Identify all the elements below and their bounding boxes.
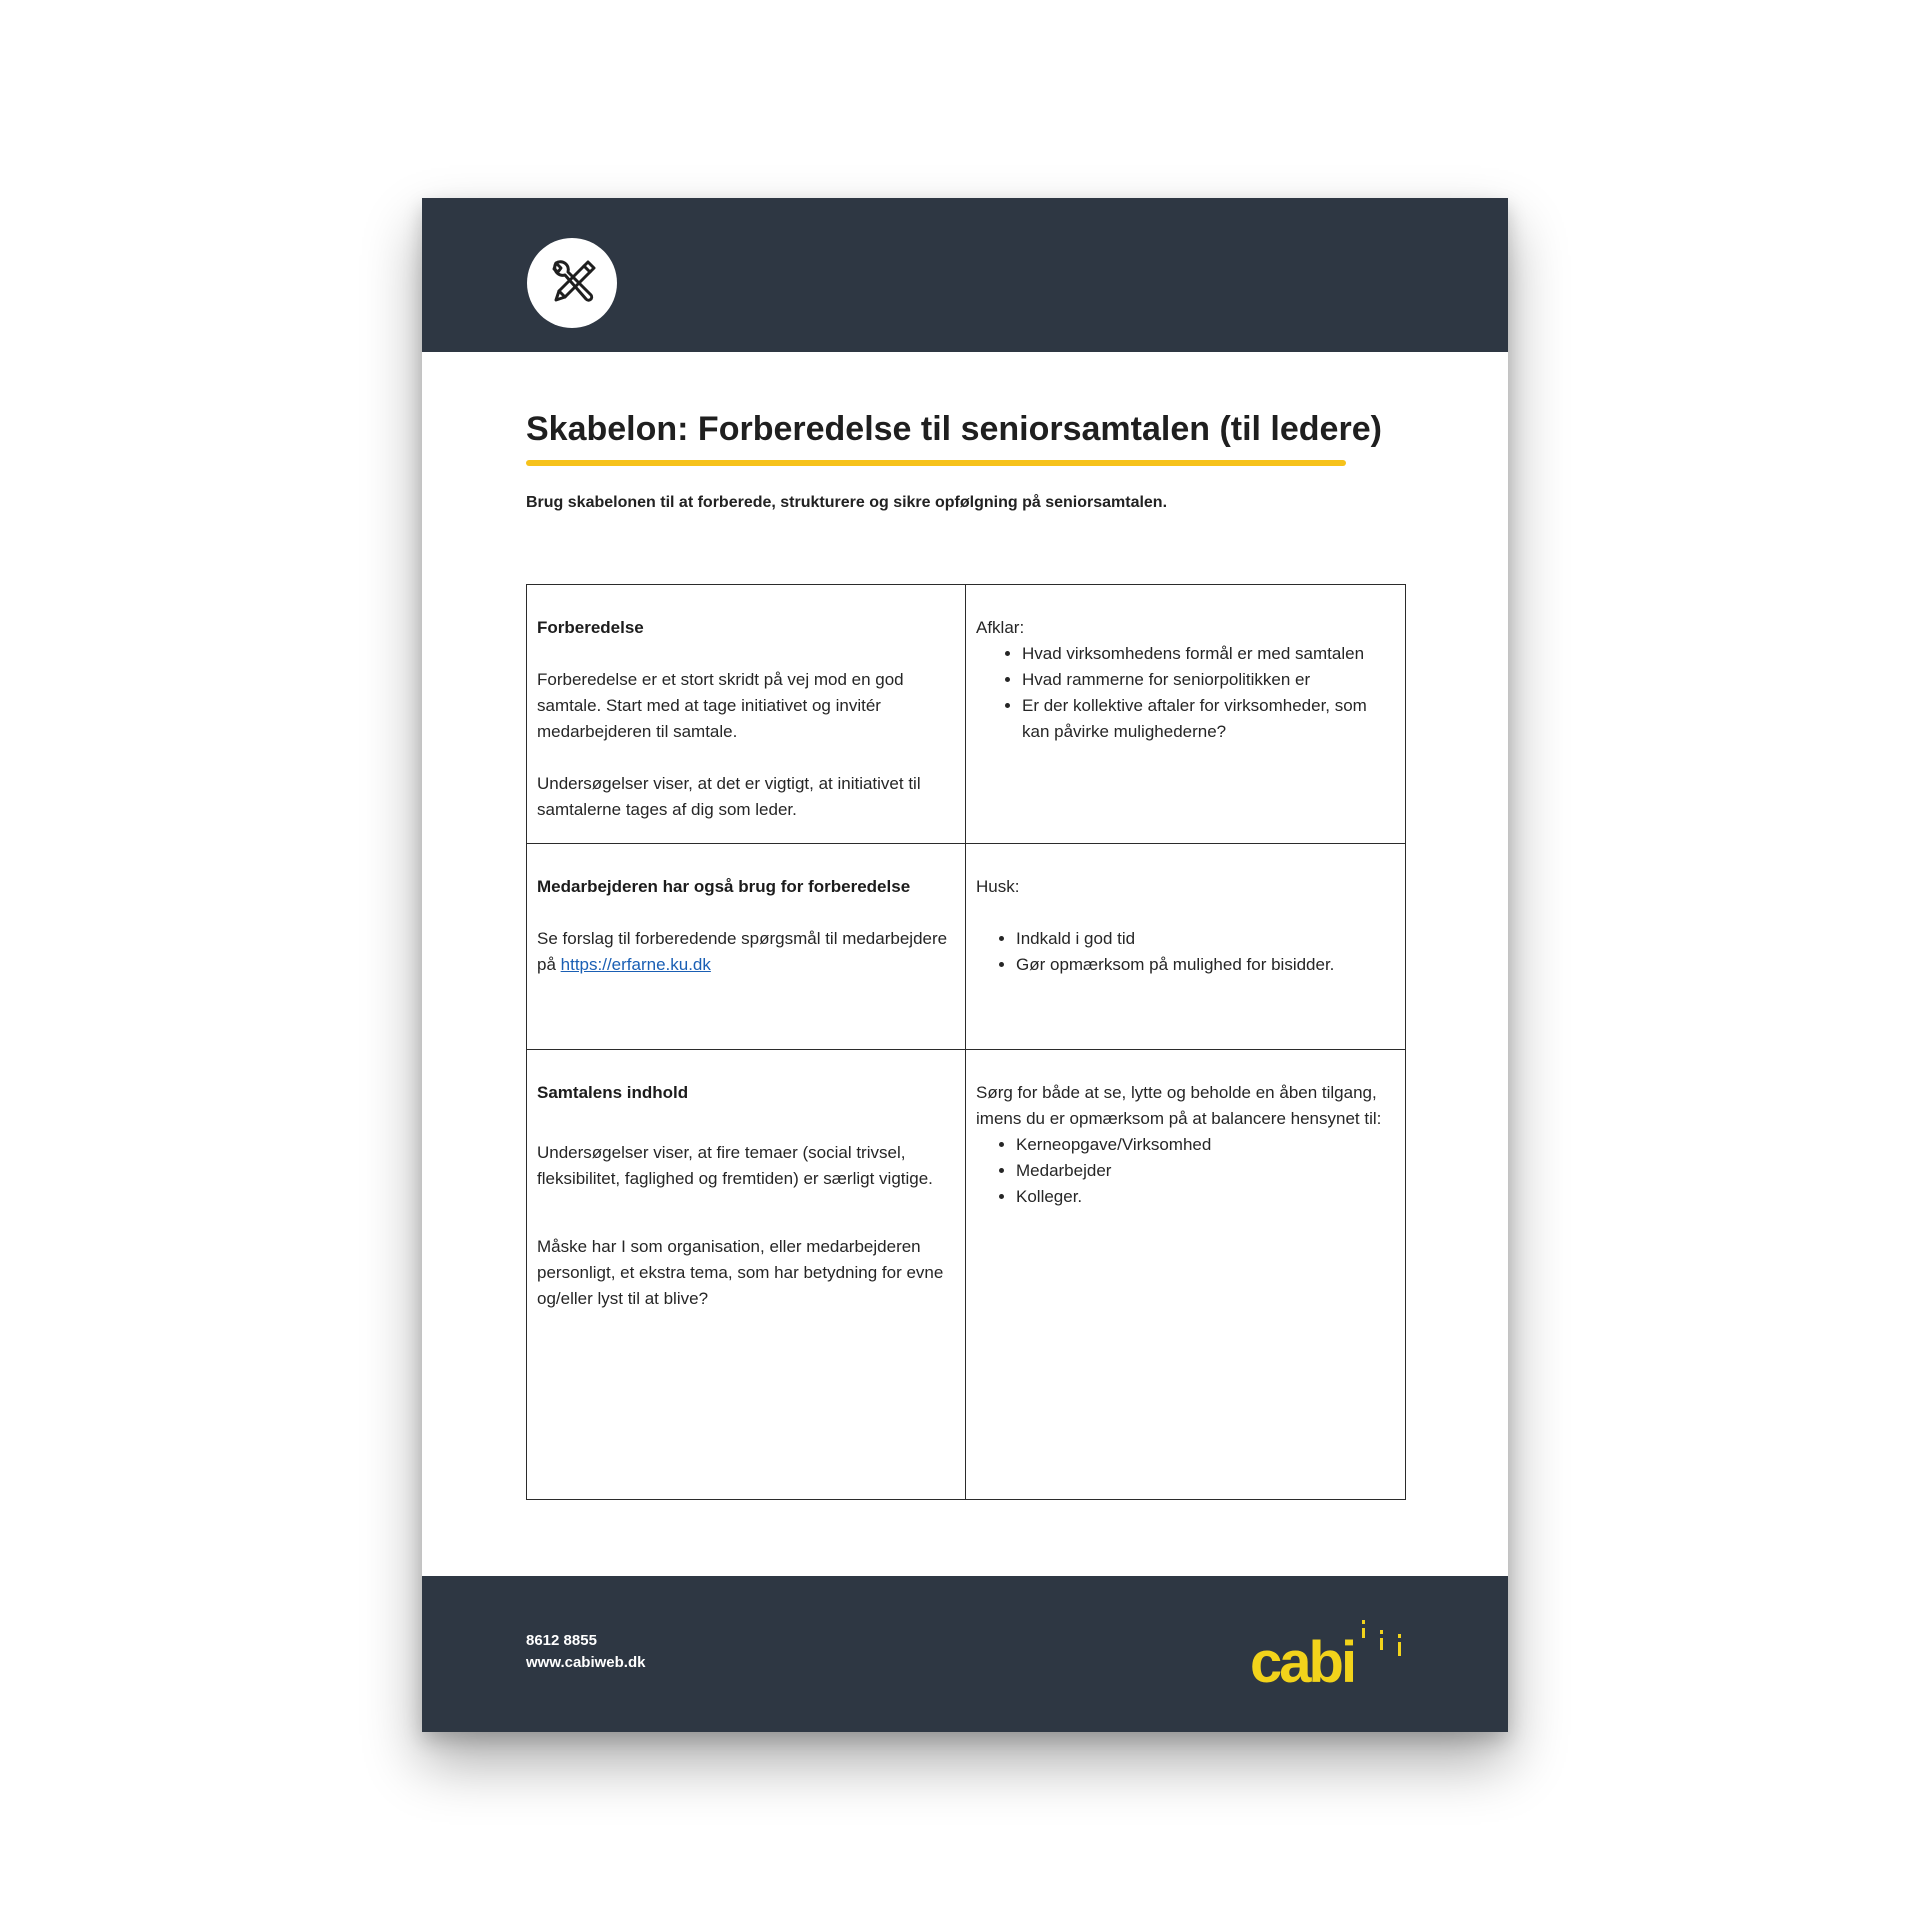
svg-text:cabi: cabi [1250, 1630, 1355, 1692]
list-item: • Gør opmærksom på mulighed for bisidder. [1016, 952, 1395, 978]
cell-paragraph: Sørg for både at se, lytte og beholde en åben tilgang, imens du er opmærksom på at balancere hensynet til: [976, 1083, 1382, 1128]
cell-employee-preparation [527, 844, 966, 1050]
cell-paragraph: Forberedelse er et stort skridt på vej mod en god samtale. Start med at tage initiativet og invitér medarbejderen til samtale. [537, 670, 904, 741]
cell-label: Afklar: [976, 618, 1025, 637]
website-url: www.cabiweb.dk [526, 1654, 646, 1671]
cabi-logo [1246, 1612, 1416, 1692]
list-item: • Kerneopgave/Virksomhed [1016, 1132, 1395, 1158]
tools-badge [527, 238, 617, 328]
list-item: • Hvad rammerne for seniorpolitikken er [1022, 667, 1395, 693]
cell-text: Se forslag til forberedende spørgsmål til medarbejdere på [537, 929, 948, 974]
page-title: Skabelon: Forberedelse til seniorsamtalen (til ledere) [526, 410, 1382, 448]
footer-band [422, 1576, 1508, 1732]
cell-preparation [527, 585, 966, 844]
contact-info [526, 1630, 645, 1674]
cell-paragraph: Undersøgelser viser, at fire temaer (social trivsel, fleksibilitet, faglighed og fremtiden) er særligt vigtige. [537, 1143, 933, 1188]
template-table [526, 584, 1406, 1500]
cell-heading: Forberedelse [537, 618, 644, 637]
cell-paragraph: Måske har I som organisation, eller medarbejderen personligt, et ekstra tema, som har betydning for evne og/eller lyst til at blive? [537, 1237, 944, 1308]
list-item: • Kolleger. [1016, 1184, 1395, 1210]
cell-paragraph [537, 926, 955, 978]
cell-clarify [966, 585, 1405, 844]
document-page [422, 198, 1508, 1732]
cell-conversation-content [527, 1050, 966, 1499]
erfarne-link[interactable]: https://erfarne.ku.dk [560, 955, 711, 974]
header-band [422, 198, 1508, 352]
cell-heading: Samtalens indhold [537, 1083, 689, 1102]
list-item: • Medarbejder [1016, 1158, 1395, 1184]
intro-text: Brug skabelonen til at forberede, strukturere og sikre opfølgning på seniorsamtalen. [526, 494, 1168, 511]
cell-remember [966, 844, 1405, 1050]
balance-list [976, 1132, 1395, 1210]
title-underline [526, 460, 1346, 466]
clarify-list [976, 641, 1395, 745]
list-item: • Indkald i god tid [1016, 926, 1395, 952]
list-item: • Er der kollektive aftaler for virksomheder, som kan påvirke mulighederne? [1022, 693, 1395, 745]
cell-label: Husk: [976, 877, 1020, 896]
cell-heading: Medarbejderen har også brug for forberedelse [537, 877, 911, 896]
remember-list [976, 926, 1395, 978]
phone-number: 8612 8855 [526, 1632, 597, 1649]
cell-paragraph: Undersøgelser viser, at det er vigtigt, at initiativet til samtalerne tages af dig som leder. [537, 774, 921, 819]
cell-balance [966, 1050, 1405, 1499]
list-item: • Hvad virksomhedens formål er med samtalen [1022, 641, 1395, 667]
tools-icon [542, 253, 602, 313]
